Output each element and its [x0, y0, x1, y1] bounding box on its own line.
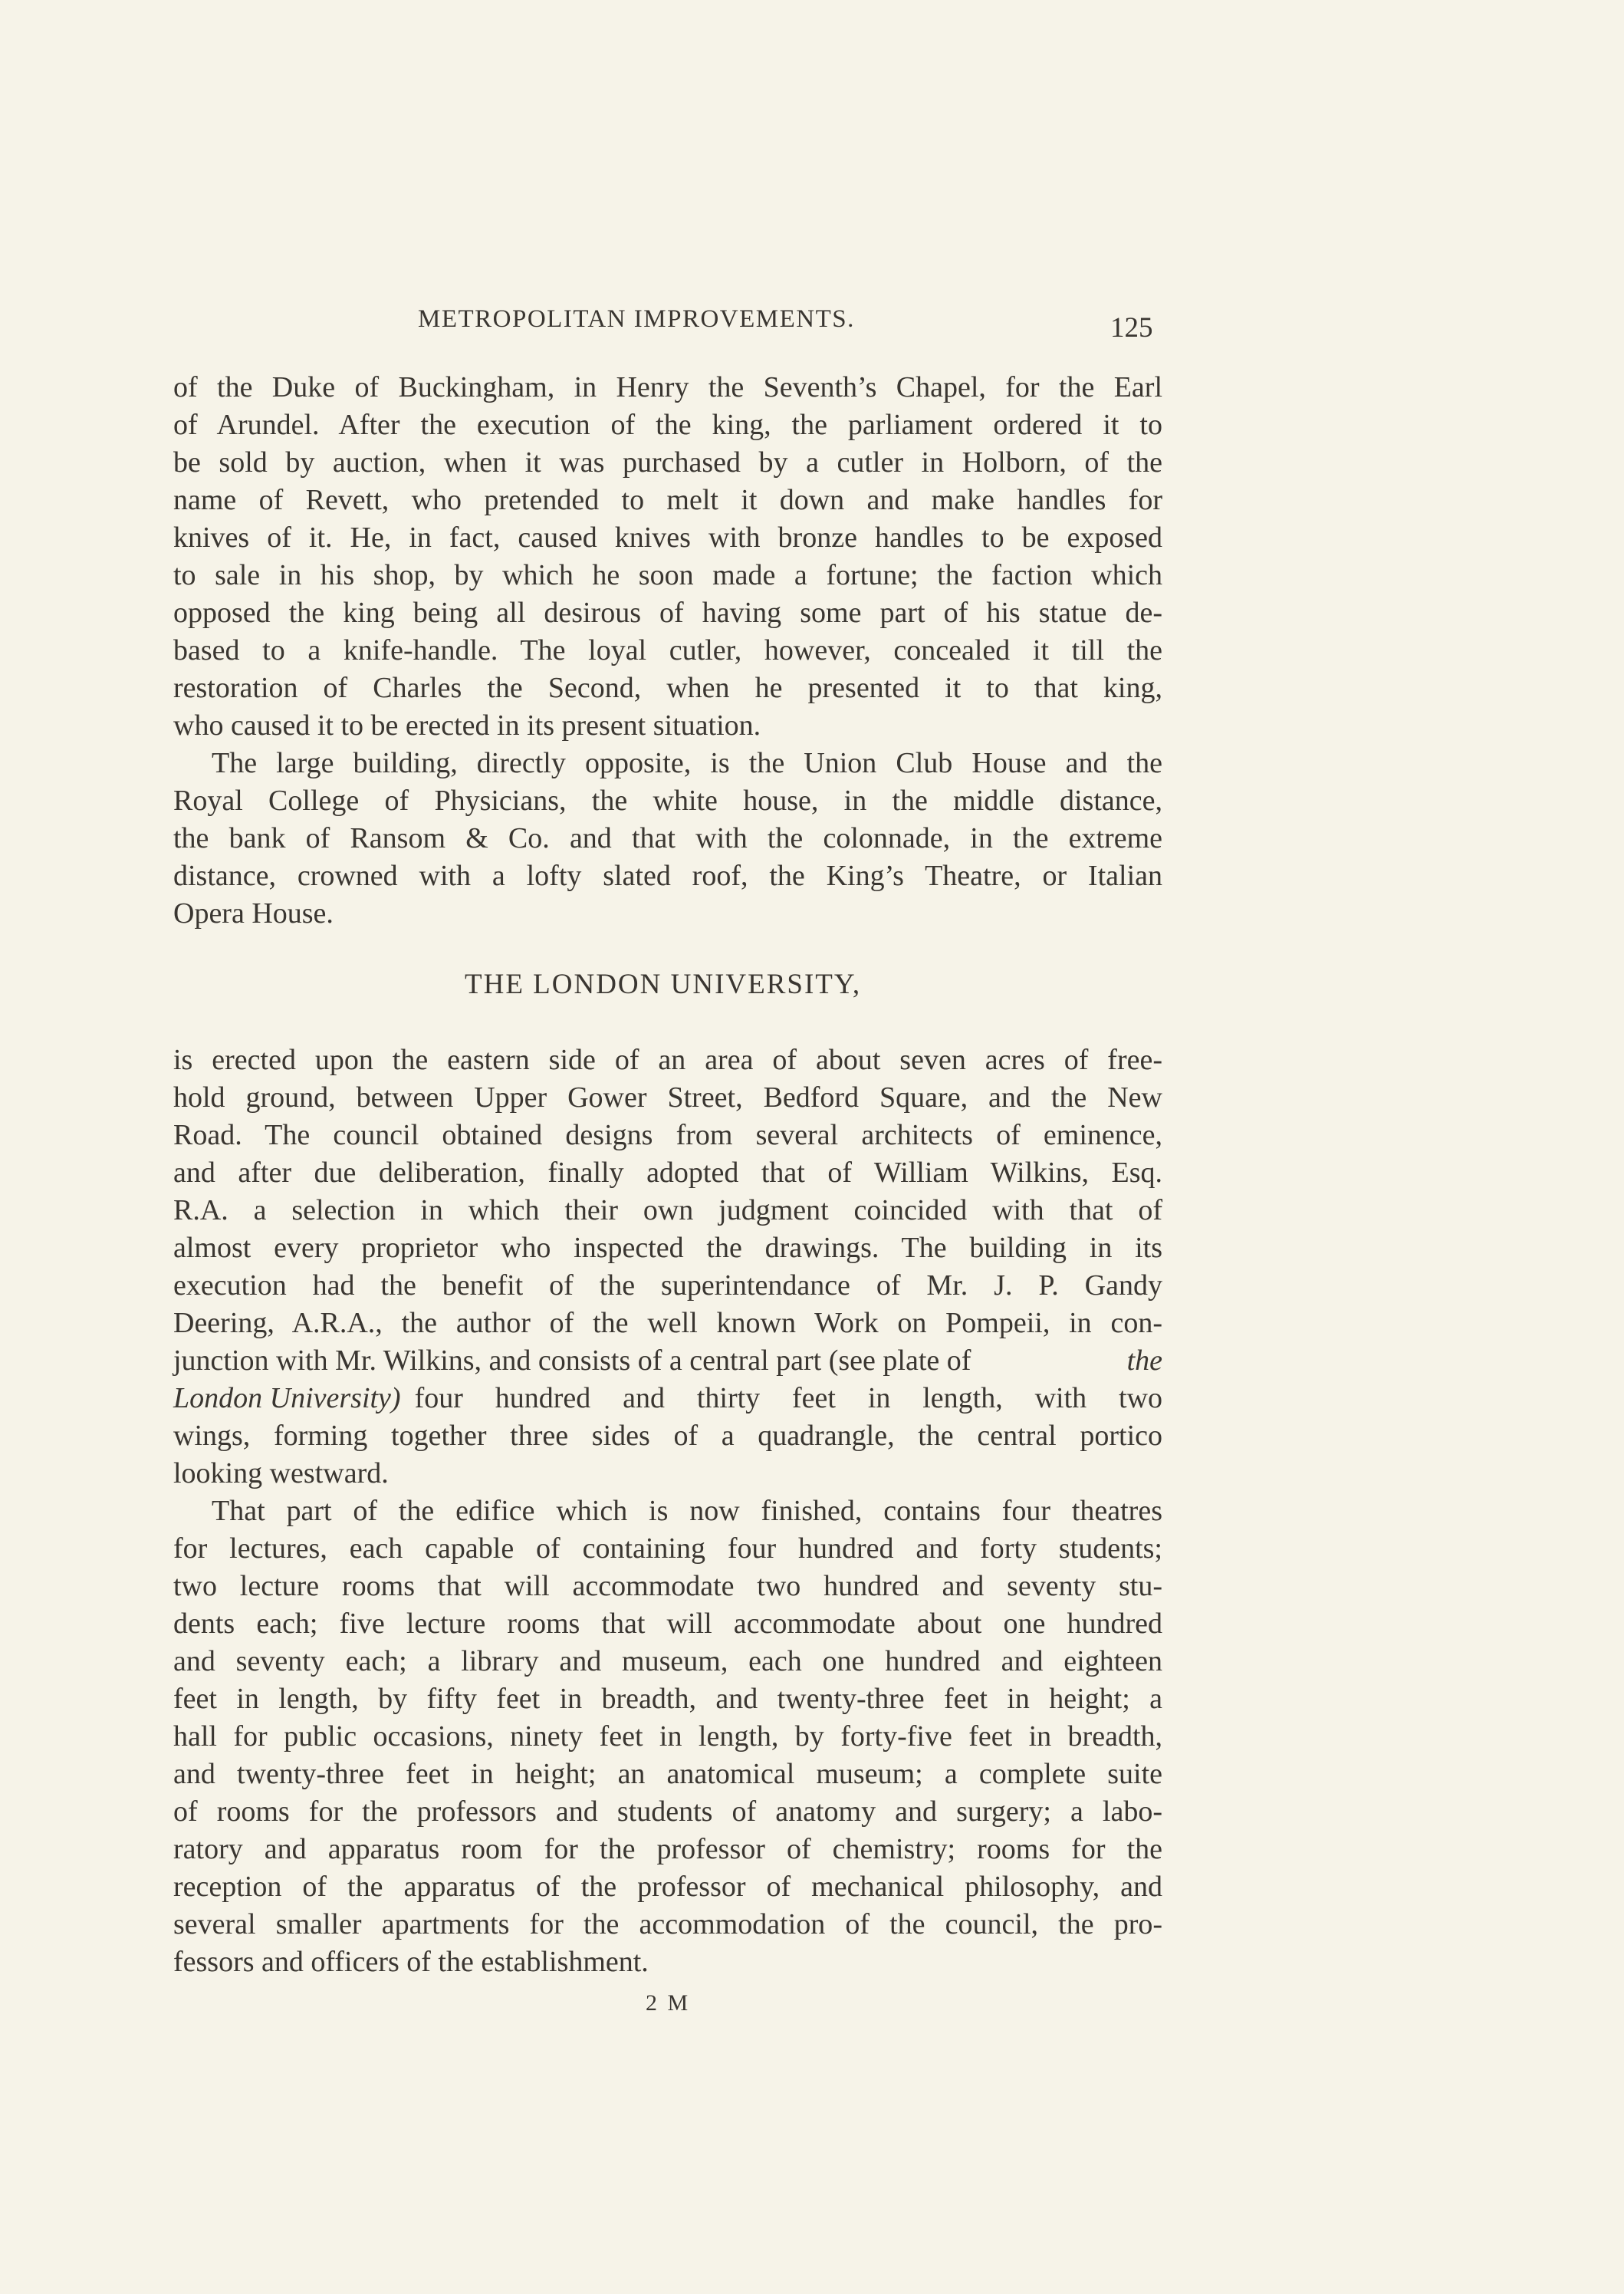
text-line: for lectures, each capable of containing four hundred and forty students; [173, 1532, 1162, 1565]
text-line: reception of the apparatus of the professor of mechanical philosophy, and [173, 1871, 1162, 1903]
text-line: ratory and apparatus room for the professor of chemistry; rooms for the [173, 1833, 1162, 1865]
text-line: execution had the benefit of the superintendance of Mr. J. P. Gandy [173, 1269, 1162, 1302]
text-line: The large building, directly opposite, is the Union Club House and the [212, 747, 1162, 779]
text-line: fessors and officers of the establishment. [173, 1946, 649, 1978]
text-line: and seventy each; a library and museum, each one hundred and eighteen [173, 1645, 1162, 1677]
text-line: opposed the king being all desirous of having some part of his statue de- [173, 597, 1162, 629]
text-line [173, 1380, 1162, 1417]
text-line: who caused it to be erected in its present situation. [173, 709, 761, 742]
text-span: four hundred and thirty feet in length, with two [414, 1382, 1162, 1414]
text-line: distance, crowned with a lofty slated roof, the King’s Theatre, or Italian [173, 860, 1162, 892]
text-line: R.A. a selection in which their own judgment coincided with that of [173, 1194, 1162, 1226]
text-line: feet in length, by fifty feet in breadth, and twenty-three feet in height; a [173, 1683, 1162, 1715]
running-head: METROPOLITAN IMPROVEMENTS. [418, 305, 855, 333]
text-line: and after due deliberation, finally adopted that of William Wilkins, Esq. [173, 1157, 1162, 1189]
text-line [173, 1342, 1162, 1380]
italic-text: London University) [173, 1382, 401, 1414]
text-line: wings, forming together three sides of a quadrangle, the central portico [173, 1420, 1162, 1452]
text-line: Opera House. [173, 897, 334, 930]
text-line: Road. The council obtained designs from several architects of eminence, [173, 1119, 1162, 1151]
text-line: several smaller apartments for the accommodation of the council, the pro- [173, 1908, 1162, 1940]
page-number: 125 [1110, 312, 1153, 344]
text-line: dents each; five lecture rooms that will accommodate about one hundred [173, 1608, 1162, 1640]
text-line: of the Duke of Buckingham, in Henry the Seventh’s Chapel, for the Earl [173, 371, 1162, 403]
text-line: two lecture rooms that will accommodate two hundred and seventy stu- [173, 1570, 1162, 1602]
italic-text: the [1126, 1344, 1162, 1377]
text-line: hold ground, between Upper Gower Street, Bedford Square, and the New [173, 1081, 1162, 1114]
text-line: restoration of Charles the Second, when he presented it to that king, [173, 672, 1162, 704]
text-line: based to a knife-handle. The loyal cutler, however, concealed it till the [173, 634, 1162, 666]
signature-mark: 2 M [646, 1990, 691, 2016]
text-line: the bank of Ransom & Co. and that with the colonnade, in the extreme [173, 822, 1162, 854]
text-line: of Arundel. After the execution of the king, the parliament ordered it to [173, 409, 1162, 441]
text-line: name of Revett, who pretended to melt it down and make handles for [173, 484, 1162, 516]
text-line: Royal College of Physicians, the white house, in the middle distance, [173, 785, 1162, 817]
text-line: of rooms for the professors and students of anatomy and surgery; a labo- [173, 1795, 1162, 1828]
text-line: almost every proprietor who inspected the drawings. The building in its [173, 1232, 1162, 1264]
text-line: be sold by auction, when it was purchased by a cutler in Holborn, of the [173, 446, 1162, 479]
section-heading: THE LONDON UNIVERSITY, [465, 969, 862, 1000]
text-line: to sale in his shop, by which he soon made a fortune; the faction which [173, 559, 1162, 591]
text-line: Deering, A.R.A., the author of the well known Work on Pompeii, in con- [173, 1307, 1162, 1339]
text-line: That part of the edifice which is now finished, contains four theatres [212, 1495, 1162, 1527]
text-span: junction with Mr. Wilkins, and consists of a central part (see plate of [173, 1344, 971, 1377]
text-line: hall for public occasions, ninety feet in length, by forty-five feet in breadth, [173, 1720, 1162, 1753]
text-line: knives of it. He, in fact, caused knives with bronze handles to be exposed [173, 522, 1162, 554]
text-line: is erected upon the eastern side of an area of about seven acres of free- [173, 1044, 1162, 1076]
text-line: looking westward. [173, 1457, 389, 1489]
text-line: and twenty-three feet in height; an anatomical museum; a complete suite [173, 1758, 1162, 1790]
